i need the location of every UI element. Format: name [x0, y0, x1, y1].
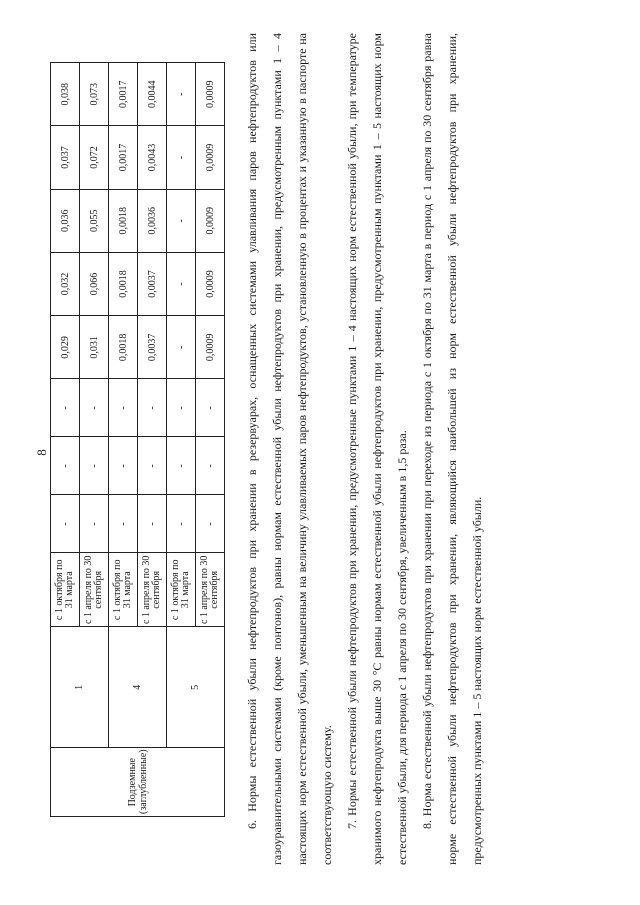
- value-cell: 0,0036: [138, 189, 167, 252]
- body-text: [240, 33, 490, 865]
- period-cell: с 1 апреля по 30 сентября: [196, 553, 225, 627]
- value-cell: 0,0018: [109, 316, 138, 379]
- group-number: 4: [109, 627, 167, 748]
- paragraph-7: 7. Нормы естественной убыли нефтепродуктов при хранении, предусмотренные пунктами 1 – 4 настоящих норм естественной убыли, при температуре хранимого нефтепродукта выше 30 °С равны нормам естественной убыли нефтепродуктов при хранении, предусмотренным пунктами 1 – 5 настоящих норм естественной убыли, для периода с 1 апреля по 30 сентября, увеличенным в 1,5 раза.: [345, 33, 409, 865]
- value-cell: 0,0043: [138, 126, 167, 189]
- value-cell: 0,0017: [109, 126, 138, 189]
- norms-table: [50, 62, 225, 817]
- group-number: 1: [51, 627, 109, 748]
- value-cell: 0,0018: [109, 252, 138, 315]
- value-cell: 0,0037: [138, 252, 167, 315]
- value-cell: -: [167, 252, 196, 315]
- period-cell: с 1 октября по 31 марта: [167, 553, 196, 627]
- value-cell: -: [167, 437, 196, 495]
- value-cell: -: [138, 495, 167, 553]
- value-cell: -: [51, 379, 80, 437]
- value-cell: -: [167, 126, 196, 189]
- value-cell: -: [138, 437, 167, 495]
- value-cell: 0,036: [51, 189, 80, 252]
- value-cell: 0,038: [51, 63, 80, 126]
- value-cell: -: [80, 495, 109, 553]
- value-cell: -: [167, 495, 196, 553]
- value-cell: 0,0009: [196, 252, 225, 315]
- value-cell: -: [196, 437, 225, 495]
- value-cell: -: [167, 379, 196, 437]
- value-cell: 0,0044: [138, 63, 167, 126]
- value-cell: -: [109, 379, 138, 437]
- value-cell: 0,066: [80, 252, 109, 315]
- value-cell: -: [196, 495, 225, 553]
- value-cell: -: [167, 63, 196, 126]
- table-row: [109, 63, 138, 817]
- period-cell: с 1 апреля по 30 сентября: [138, 553, 167, 627]
- value-cell: -: [167, 189, 196, 252]
- value-cell: -: [109, 495, 138, 553]
- value-cell: -: [80, 437, 109, 495]
- value-cell: -: [51, 495, 80, 553]
- value-cell: 0,031: [80, 316, 109, 379]
- value-cell: 0,0009: [196, 63, 225, 126]
- period-cell: с 1 октября по 31 марта: [109, 553, 138, 627]
- paragraph-8: 8. Норма естественной убыли нефтепродуктов при хранении при переходе из периода с 1 октября по 31 марта в период с 1 апреля по 30 сентября равна норме естественной убыли нефтепродуктов при хранении, являющийся наибольшей из норм естественной убыли нефтепродуктов при хранении, предусмотренных пунктами 1 – 5 настоящих норм естественной убыли.: [420, 33, 484, 865]
- value-cell: 0,0037: [138, 316, 167, 379]
- value-cell: 0,0009: [196, 189, 225, 252]
- value-cell: -: [51, 437, 80, 495]
- value-cell: 0,073: [80, 63, 109, 126]
- value-cell: -: [196, 379, 225, 437]
- value-cell: 0,072: [80, 126, 109, 189]
- value-cell: -: [109, 437, 138, 495]
- value-cell: 0,0017: [109, 63, 138, 126]
- period-cell: с 1 апреля по 30 сентября: [80, 553, 109, 627]
- value-cell: 0,029: [51, 316, 80, 379]
- table-row: [51, 63, 80, 817]
- page-number: 8: [34, 449, 49, 456]
- period-cell: с 1 октября по 31 марта: [51, 553, 80, 627]
- value-cell: 0,0018: [109, 189, 138, 252]
- category-cell: Подземные (заглубленные): [51, 748, 225, 817]
- value-cell: 0,032: [51, 252, 80, 315]
- value-cell: 0,0009: [196, 316, 225, 379]
- value-cell: 0,037: [51, 126, 80, 189]
- value-cell: 0,0009: [196, 126, 225, 189]
- table-row: [167, 63, 196, 817]
- value-cell: -: [167, 316, 196, 379]
- value-cell: -: [80, 379, 109, 437]
- value-cell: 0,055: [80, 189, 109, 252]
- group-number: 5: [167, 627, 225, 748]
- value-cell: -: [138, 379, 167, 437]
- paragraph-6: 6. Нормы естественной убыли нефтепродуктов при хранении в резервуарах, оснащенных системами улавливания паров нефтепродуктов или газоуравнительными системами (кроме понтонов), равны нормам естественной убыли нефтепродуктов при хранении, предусмотренным пунктами 1 – 4 настоящих норм естественной убыли, уменьшенным на величину улавливаемых паров нефтепродуктов, установленную в процентах и указанную в паспорте на соответствующую систему.: [245, 33, 334, 865]
